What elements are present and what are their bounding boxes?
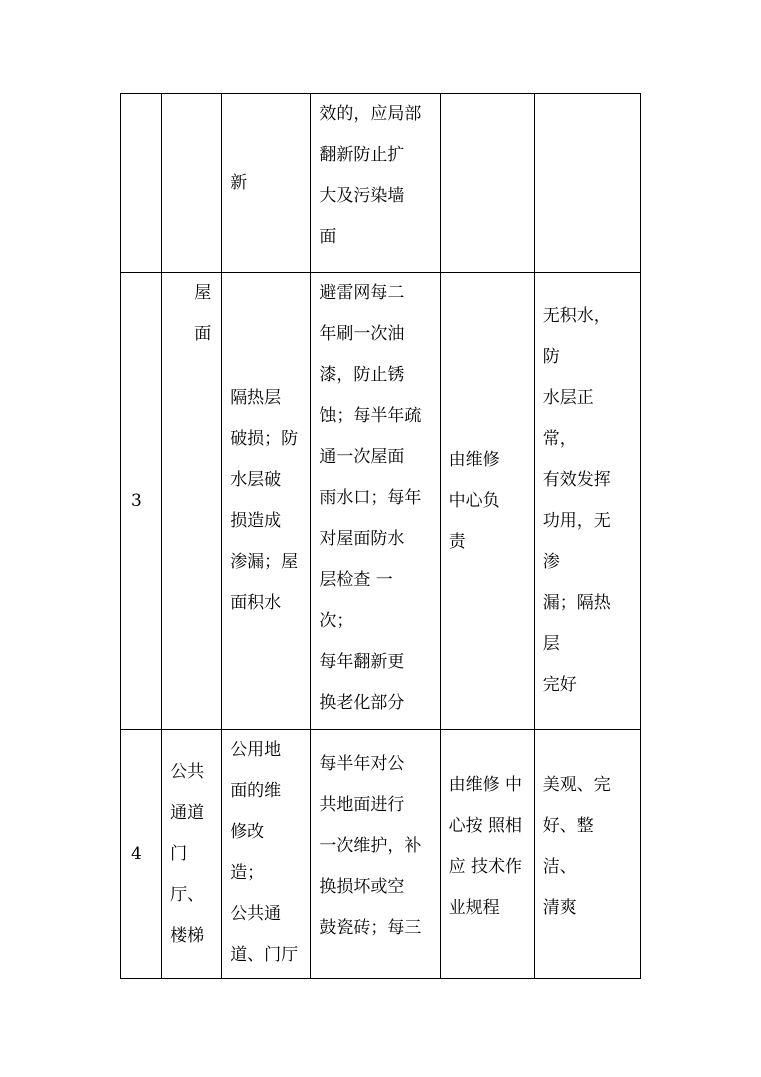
standard-line: 渗 <box>542 552 560 572</box>
responsible-cell <box>440 94 534 273</box>
standard-line: 水层正 <box>542 388 594 408</box>
standard-line: 有效发挥 <box>542 470 611 490</box>
measure-line: 面 <box>319 227 337 247</box>
row-number: 4 <box>131 843 142 864</box>
standard-line: 无积水， <box>542 306 611 326</box>
responsible-cell <box>440 730 534 979</box>
table-row <box>121 730 641 979</box>
issue-cell <box>222 730 311 979</box>
row-number-cell <box>121 730 162 979</box>
item-line: 公共 <box>170 761 205 782</box>
measure-line: 效的，应局部 <box>319 104 422 124</box>
issue-line: 修改 <box>230 822 265 842</box>
measure-line: 蚀；每半年疏 <box>319 406 422 426</box>
item-cell <box>162 273 222 730</box>
standard-line: 漏；隔热 <box>542 593 611 613</box>
standard-line: 防 <box>542 347 560 367</box>
measure-cell <box>311 94 440 273</box>
responsible-line: 心按 照相 <box>448 816 522 836</box>
standard-line: 洁、 <box>542 857 577 877</box>
issue-line: 渗漏；屋 <box>230 552 299 572</box>
table-row <box>121 273 641 730</box>
measure-line: 对屋面防水 <box>319 529 405 549</box>
issue-line: 公共通 <box>230 904 282 924</box>
table-row <box>121 94 641 273</box>
item-line: 厅、 <box>170 884 205 905</box>
responsible-line: 应 技术作 <box>448 857 522 877</box>
measure-line: 每半年对公 <box>319 754 405 774</box>
measure-line: 换损坏或空 <box>319 877 405 897</box>
item-line: 面 <box>194 324 212 344</box>
issue-line: 造； <box>230 863 265 883</box>
issue-line: 新 <box>230 172 248 193</box>
item-line: 门 <box>170 843 188 864</box>
measure-line: 层检查 一 <box>319 570 393 590</box>
measure-line: 换老化部分 <box>319 693 405 713</box>
issue-line: 水层破 <box>230 470 282 490</box>
standard-line: 完好 <box>542 675 577 695</box>
measure-line: 年刷一次油 <box>319 324 405 344</box>
measure-line: 翻新防止扩 <box>319 145 405 165</box>
standard-cell <box>534 94 640 273</box>
issue-cell <box>222 94 311 273</box>
measure-cell <box>311 730 440 979</box>
item-line: 通道 <box>170 802 205 823</box>
responsible-line: 中心负 <box>448 490 500 511</box>
item-line: 屋 <box>194 283 212 303</box>
item-cell <box>162 730 222 979</box>
issue-cell <box>222 273 311 730</box>
standard-line: 清爽 <box>542 898 577 918</box>
standard-line: 美观、完 <box>542 775 611 795</box>
standard-line: 层 <box>542 634 560 654</box>
measure-line: 雨水口；每年 <box>319 488 422 508</box>
responsible-line: 业规程 <box>448 898 500 918</box>
responsible-line: 由维修 <box>448 449 500 470</box>
measure-cell <box>311 273 440 730</box>
measure-line: 避雷网每二 <box>319 283 405 303</box>
standard-cell <box>534 730 640 979</box>
maintenance-table <box>120 93 641 979</box>
standard-cell <box>534 273 640 730</box>
measure-line: 共地面进行 <box>319 795 405 815</box>
item-cell <box>162 94 222 273</box>
standard-line: 好、整 <box>542 816 594 836</box>
issue-line: 道、门厅 <box>230 945 299 965</box>
row-number-cell <box>121 94 162 273</box>
issue-line: 隔热层 <box>230 388 282 408</box>
responsible-line: 由维修 中 <box>448 775 522 795</box>
item-line: 楼梯 <box>170 925 205 946</box>
responsible-cell <box>440 273 534 730</box>
measure-line: 鼓瓷砖；每三 <box>319 918 422 938</box>
standard-line: 功用，无 <box>542 511 611 531</box>
measure-line: 通一次屋面 <box>319 447 405 467</box>
row-number-cell <box>121 273 162 730</box>
responsible-line: 责 <box>448 531 466 552</box>
measure-line: 大及污染墙 <box>319 186 405 206</box>
issue-line: 面的维 <box>230 781 282 801</box>
issue-line: 损造成 <box>230 511 282 531</box>
issue-line: 公用地 <box>230 740 282 760</box>
issue-line: 面积水 <box>230 593 282 613</box>
issue-line: 破损；防 <box>230 429 299 449</box>
measure-line: 漆，防止锈 <box>319 365 405 385</box>
measure-line: 一次维护，补 <box>319 836 422 856</box>
row-number: 3 <box>131 490 142 511</box>
measure-line: 每年翻新更 <box>319 652 405 672</box>
standard-line: 常， <box>542 429 577 449</box>
measure-line: 次； <box>319 611 354 631</box>
